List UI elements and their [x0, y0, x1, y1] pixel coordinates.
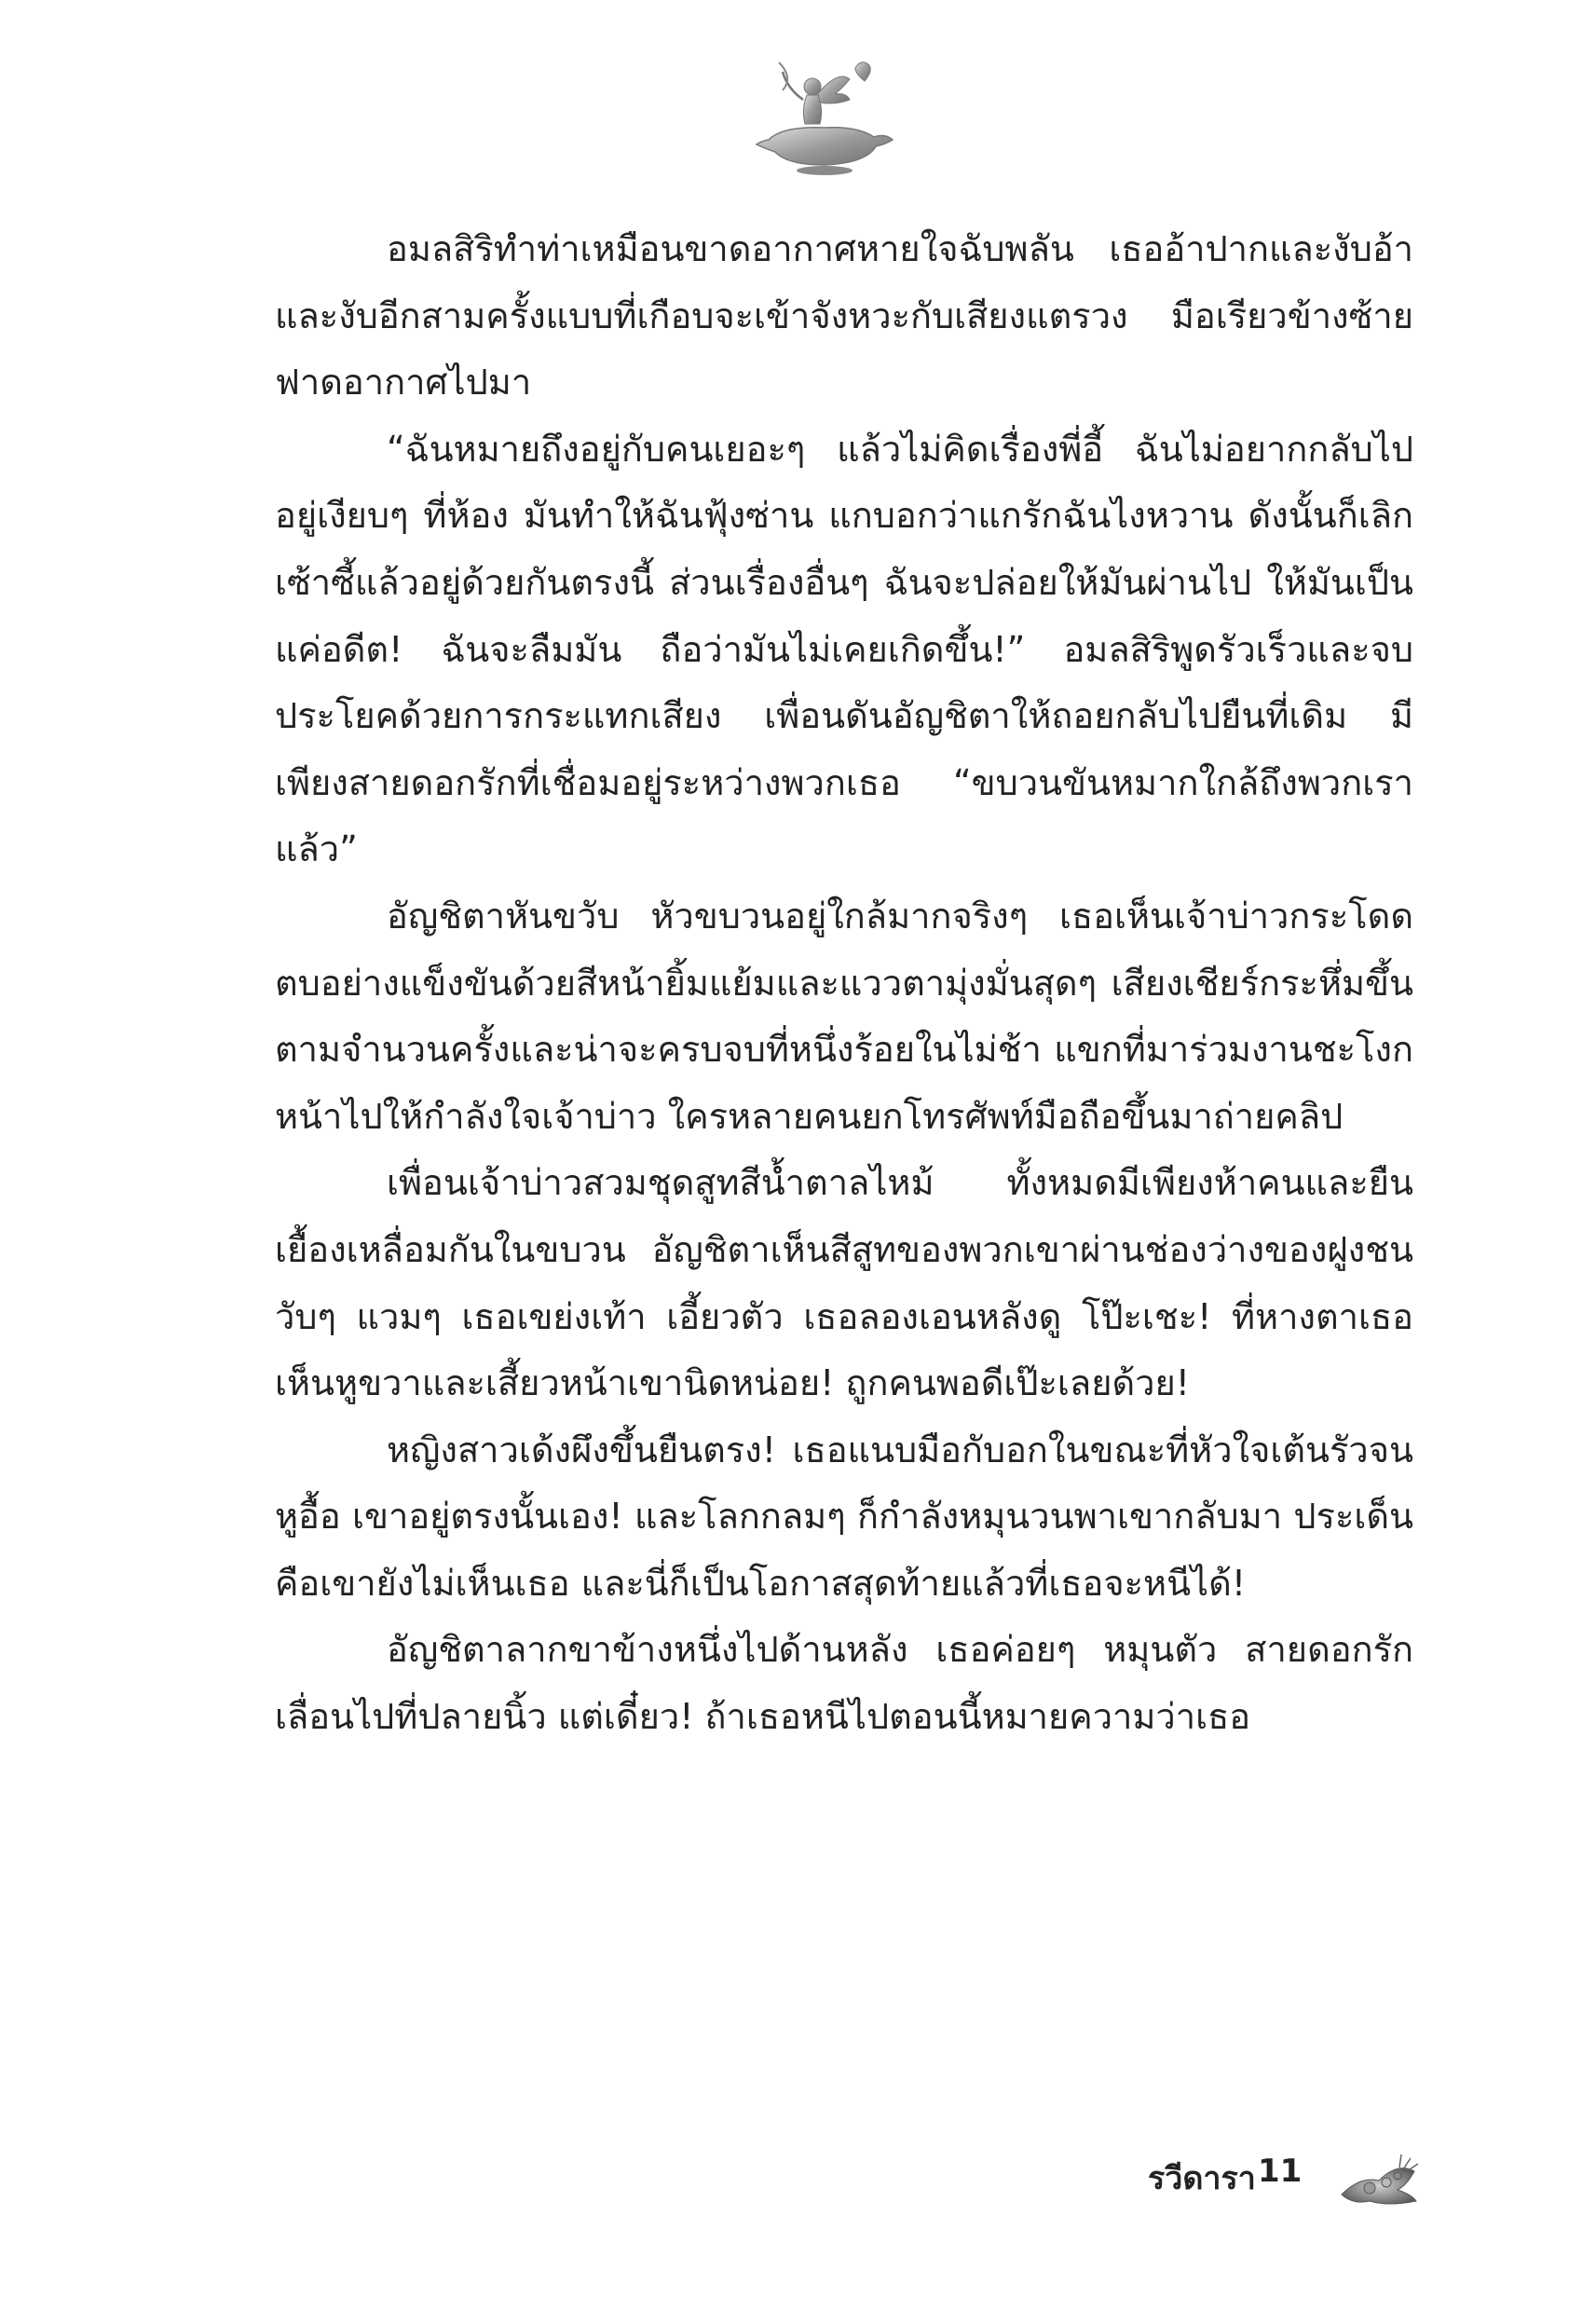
- page-footer: [1146, 2143, 1425, 2218]
- paragraph: อมลสิริทำท่าเหมือนขาดอากาศหายใจฉับพลัน เธออ้าปากและงับอ้าและงับอีกสามครั้งแบบที่เกือบจะเข้าจังหวะกับเสียงแตรวง มือเรียวข้างซ้ายฟาดอากาศไปมา: [275, 228, 1413, 403]
- paragraph: เพื่อนเจ้าบ่าวสวมชุดสูทสีน้ำตาลไหม้ ทั้งหมดมีเพียงห้าคนและยืนเยื้องเหลื่อมกันในขบวน อัญชิตาเห็นสีสูทของพวกเขาผ่านช่องว่างของฝูงชนวับๆ แวมๆ เธอเขย่งเท้า เอี้ยวตัว เธอลองเอนหลังดู โป๊ะเชะ! ที่หางตาเธอเห็นหูขวาและเสี้ยวหน้าเขานิดหน่อย! ถูกคนพอดีเป๊ะเลยด้วย!: [275, 1162, 1413, 1404]
- paragraph: หญิงสาวเด้งผึงขึ้นยืนตรง! เธอแนบมือกับอกในขณะที่หัวใจเต้นรัวจนหูอื้อ เขาอยู่ตรงนั้นเอง! และโลกกลมๆ ก็กำลังหมุนวนพาเขากลับมา ประเด็นคือเขายังไม่เห็นเธอ และนี่ก็เป็นโอกาสสุดท้ายแล้วที่เธอจะหนีได้!: [275, 1429, 1413, 1604]
- paragraph: “ฉันหมายถึงอยู่กับคนเยอะๆ แล้วไม่คิดเรื่องพี่อี้ ฉันไม่อยากกลับไปอยู่เงียบๆ ที่ห้อง มันทำให้ฉันฟุ้งซ่าน แกบอกว่าแกรักฉันไงหวาน ดังนั้นก็เลิกเซ้าซี้แล้วอยู่ด้วยกันตรงนี้ ส่วนเรื่องอื่นๆ ฉันจะปล่อยให้มันผ่านไป ให้มันเป็นแค่อดีต! ฉันจะลืมมัน ถือว่ามันไม่เคยเกิดขึ้น!” อมลสิริพูดรัวเร็วและจบประโยคด้วยการกระแทกเสียง เพื่อนดันอัญชิตาให้ถอยกลับไปยืนที่เดิม มีเพียงสายดอกรักที่เชื่อมอยู่ระหว่างพวกเธอ “ขบวนขันหมากใกล้ถึงพวกเราแล้ว”: [275, 428, 1413, 870]
- body-text: [275, 216, 1413, 1751]
- book-title: รวีดารา: [1148, 2160, 1256, 2197]
- paragraph: อัญชิตาหันขวับ หัวขบวนอยู่ใกล้มากจริงๆ เธอเห็นเจ้าบ่าวกระโดดตบอย่างแข็งขันด้วยสีหน้ายิ้มแย้มและแววตามุ่งมั่นสุดๆ เสียงเชียร์กระหึ่มขึ้นตามจำนวนครั้งและน่าจะครบจบที่หนึ่งร้อยในไม่ช้า แขกที่มาร่วมงานชะโงกหน้าไปให้กำลังใจเจ้าบ่าว ใครหลายคนยกโทรศัพท์มือถือขึ้นมาถ่ายคลิป: [275, 895, 1413, 1137]
- paragraph: อัญชิตาลากขาข้างหนึ่งไปด้านหลัง เธอค่อยๆ หมุนตัว สายดอกรักเลื่อนไปที่ปลายนิ้ว แต่เดี๋ยว! ถ้าเธอหนีไปตอนนี้หมายความว่าเธอ: [275, 1629, 1413, 1738]
- floral-ornament-icon: [1332, 2143, 1425, 2208]
- angel-teapot-ornament-icon: [745, 51, 904, 182]
- page-number: 11: [1258, 2153, 1303, 2190]
